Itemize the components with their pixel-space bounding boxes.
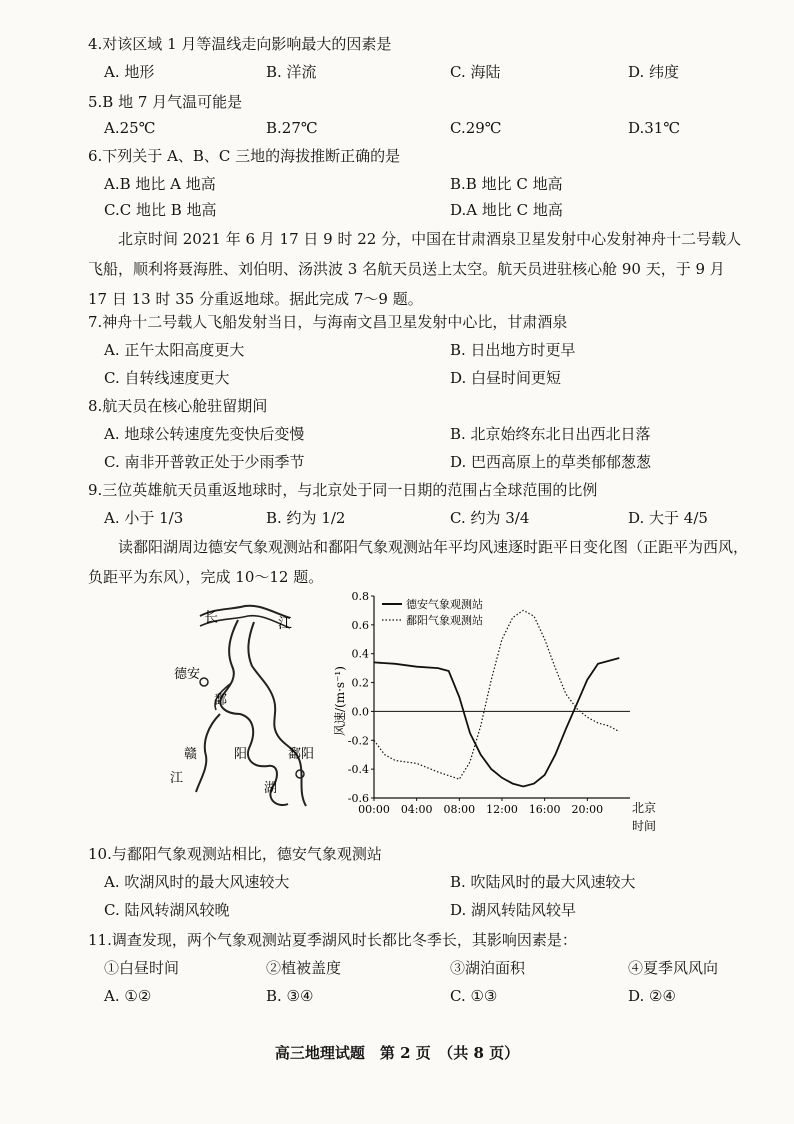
series-line-poyang [374, 610, 619, 779]
label-gan: 赣 [184, 747, 198, 762]
x-tick-label: 16:00 [528, 803, 561, 816]
q6-option-b[interactable]: B.B 地比 C 地高 [450, 175, 563, 193]
q6-option-d[interactable]: D.A 地比 C 地高 [450, 201, 563, 219]
q7-stem: 7.神舟十二号载人飞船发射当日，与海南文昌卫星发射中心比，甘肃酒泉 [88, 313, 568, 331]
q5-option-d[interactable]: D.31℃ [628, 119, 681, 137]
label-yang: 阳 [234, 747, 248, 762]
poyang-lake-map [160, 596, 330, 836]
passage-shenzhou: 北京时间 2021 年 6 月 17 日 9 时 22 分，中国在甘肃酒泉卫星发射中心发射神舟十二号载人飞船，顺利将聂海胜、刘伯明、汤洪波 3 名航天员送上太空。航天员进驻核心舱 90 天，于 9 月 17 日 13 时 35 分重返地球。据此完成 7～9 题。 [88, 230, 742, 308]
dean-station-marker [200, 678, 208, 686]
q7-option-d[interactable]: D. 白昼时间更短 [450, 369, 562, 387]
q4-option-d[interactable]: D. 纬度 [628, 63, 680, 81]
y-tick-label: 0.4 [351, 647, 369, 661]
q9-option-d[interactable]: D. 大于 4/5 [628, 509, 708, 527]
q11-stem: 11.调查发现，两个气象观测站夏季湖风时长都比冬季长，其影响因素是： [88, 931, 577, 949]
x-tick-label: 12:00 [486, 803, 518, 816]
chart-xlabel-line1: 北京 [632, 801, 657, 815]
label-hu: 湖 [264, 781, 278, 796]
label-poyang-station: 鄱阳 [288, 747, 315, 762]
q11-option-c[interactable]: C. ①③ [450, 987, 498, 1005]
q8-stem: 8.航天员在核心舱驻留期间 [88, 397, 268, 415]
q9-stem: 9.三位英雄航天员重返地球时，与北京处于同一日期的范围占全球范围的比例 [88, 481, 598, 499]
x-tick-label: 08:00 [443, 803, 476, 816]
label-jiang-top: 江 [278, 616, 292, 632]
passage-poyang: 读鄱阳湖周边德安气象观测站和鄱阳气象观测站年平均风速逐时距平日变化图（正距平为西风，负距平为东风），完成 10～12 题。 [88, 538, 749, 586]
q6-option-a[interactable]: A.B 地比 A 地高 [104, 175, 216, 193]
q11-option-a[interactable]: A. ①② [104, 987, 152, 1005]
q5-option-b[interactable]: B.27℃ [266, 119, 318, 137]
q11-option-d[interactable]: D. ②④ [628, 987, 676, 1005]
label-po: 鄱 [214, 693, 228, 708]
q10-stem: 10.与鄱阳气象观测站相比，德安气象观测站 [88, 845, 382, 863]
x-tick-label: 00:00 [358, 803, 390, 816]
q10-option-c[interactable]: C. 陆风转湖风较晚 [104, 901, 230, 919]
q11-item-3: ③湖泊面积 [450, 959, 526, 977]
q9-option-a[interactable]: A. 小于 1/3 [104, 509, 184, 527]
q8-option-a[interactable]: A. 地球公转速度先变快后变慢 [104, 425, 305, 443]
q10-option-d[interactable]: D. 湖风转陆风较早 [450, 901, 577, 919]
q6-option-c[interactable]: C.C 地比 B 地高 [104, 201, 217, 219]
lake-west-shore [220, 620, 288, 805]
y-tick-label: 0.8 [351, 590, 369, 603]
legend-label-dean: 德安气象观测站 [406, 598, 483, 611]
y-tick-label: 0.2 [351, 676, 369, 690]
q8-option-b[interactable]: B. 北京始终东北日出西北日落 [450, 425, 651, 443]
y-tick-label: -0.6 [347, 792, 369, 805]
chart-ylabel: 风速/(m·s⁻¹) [333, 666, 347, 736]
label-chang: 长 [204, 610, 218, 626]
label-jiang: 江 [170, 771, 184, 786]
q5-option-c[interactable]: C.29℃ [450, 119, 502, 137]
label-dean: 德安 [174, 667, 201, 682]
q4-option-a[interactable]: A. 地形 [104, 63, 155, 81]
q5-stem: 5.B 地 7 月气温可能是 [88, 93, 243, 111]
q5-option-a[interactable]: A.25℃ [104, 119, 156, 137]
q11-item-2: ②植被盖度 [266, 959, 342, 977]
q11-option-b[interactable]: B. ③④ [266, 987, 314, 1005]
q7-option-b[interactable]: B. 日出地方时更早 [450, 341, 576, 359]
poyang-station-marker [296, 770, 304, 778]
q6-stem: 6.下列关于 A、B、C 三地的海拔推断正确的是 [88, 147, 401, 165]
q4-stem: 4.对该区域 1 月等温线走向影响最大的因素是 [88, 35, 392, 53]
q7-option-a[interactable]: A. 正午太阳高度更大 [104, 341, 245, 359]
q11-item-1: ①白昼时间 [104, 959, 180, 977]
q11-item-4: ④夏季风风向 [628, 959, 719, 977]
q4-option-b[interactable]: B. 洋流 [266, 63, 317, 81]
gan-river [196, 714, 220, 792]
q9-option-b[interactable]: B. 约为 1/2 [266, 509, 346, 527]
series-line-dean [374, 658, 619, 787]
x-tick-label: 04:00 [400, 803, 433, 816]
legend-label-poyang: 鄱阳气象观测站 [406, 614, 483, 627]
page-footer: 高三地理试题 第 2 页 （共 8 页） [274, 1044, 520, 1062]
y-tick-label: 0.0 [351, 705, 369, 719]
q9-option-c[interactable]: C. 约为 3/4 [450, 509, 530, 527]
y-tick-label: 0.6 [351, 618, 369, 632]
q10-option-b[interactable]: B. 吹陆风时的最大风速较大 [450, 873, 636, 891]
q8-option-d[interactable]: D. 巴西高原上的草类郁郁葱葱 [450, 453, 652, 471]
y-tick-label: -0.2 [347, 734, 369, 748]
q8-option-c[interactable]: C. 南非开普敦正处于少雨季节 [104, 453, 305, 471]
q10-option-a[interactable]: A. 吹湖风时的最大风速较大 [104, 873, 290, 891]
q4-option-c[interactable]: C. 海陆 [450, 63, 501, 81]
chart-xlabel-line2: 时间 [632, 819, 657, 833]
x-tick-label: 20:00 [571, 803, 604, 816]
wind-speed-anomaly-chart [330, 586, 670, 838]
q7-option-c[interactable]: C. 自转线速度更大 [104, 369, 230, 387]
y-tick-label: -0.4 [347, 763, 369, 777]
